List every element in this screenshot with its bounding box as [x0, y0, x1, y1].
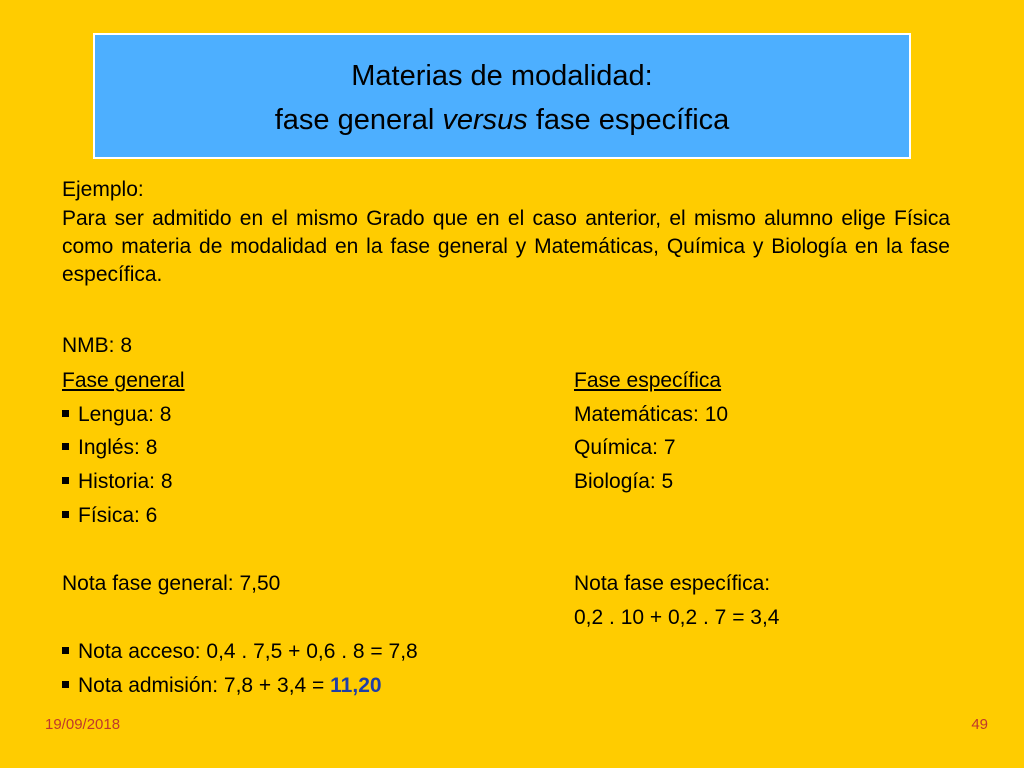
general-subject-item — [62, 467, 173, 497]
nmb-value: NMB: 8 — [62, 334, 133, 357]
specific-phase-heading: Fase específica — [574, 369, 722, 392]
example-label: Ejemplo: — [62, 178, 144, 201]
admission-score-row — [62, 671, 962, 701]
subject-row-1 — [62, 400, 962, 430]
specific-subject-item: Matemáticas: 10 — [574, 403, 729, 426]
subject-row-4 — [62, 501, 962, 531]
general-subject-label: Física: 6 — [78, 504, 158, 527]
example-paragraph: Para ser admitido en el mismo Grado que en el caso anterior, el mismo alumno elige Física como materia de modalidad en la fase general y Matemáticas, Química y Biología en la fase específica. — [62, 207, 950, 286]
general-subject-item — [62, 400, 171, 430]
slide-number: 49 — [971, 716, 988, 733]
specific-formula-row — [62, 603, 962, 633]
access-score-row — [62, 637, 962, 667]
phase-headings-row — [62, 366, 962, 396]
access-score — [62, 637, 418, 667]
square-bullet-icon — [62, 681, 69, 688]
square-bullet-icon — [62, 647, 69, 654]
specific-phase-result: Nota fase específica: — [574, 572, 771, 595]
footer-date: 19/09/2018 — [45, 716, 121, 733]
general-subject-item — [62, 501, 157, 531]
square-bullet-icon — [62, 410, 69, 417]
title-line-2-prefix: fase general — [274, 104, 443, 136]
general-phase-result: Nota fase general: 7,50 — [62, 572, 281, 595]
specific-subject-item: Biología: 5 — [574, 470, 674, 493]
general-subject-label: Historia: 8 — [78, 470, 173, 493]
general-subject-item — [62, 433, 157, 463]
phase-results-row — [62, 569, 962, 599]
general-subject-label: Lengua: 8 — [78, 403, 172, 426]
subject-row-2 — [62, 433, 962, 463]
specific-phase-formula: 0,2 . 10 + 0,2 . 7 = 3,4 — [574, 606, 780, 629]
admission-score — [62, 671, 382, 701]
subject-row-3 — [62, 467, 962, 497]
slide-title-box — [93, 33, 911, 159]
title-line-2-suffix: fase específica — [527, 104, 730, 136]
example-intro — [62, 175, 950, 289]
general-subject-label: Inglés: 8 — [78, 436, 158, 459]
slide-title-line-2 — [95, 98, 909, 142]
admission-score-text: Nota admisión: 7,8 + 3,4 = — [78, 674, 331, 697]
square-bullet-icon — [62, 511, 69, 518]
admission-score-value: 11,20 — [330, 674, 382, 697]
title-line-2-italic: versus — [442, 104, 528, 136]
access-score-text: Nota acceso: 0,4 . 7,5 + 0,6 . 8 = 7,8 — [78, 640, 418, 663]
square-bullet-icon — [62, 477, 69, 484]
square-bullet-icon — [62, 443, 69, 450]
specific-subject-item: Química: 7 — [574, 436, 676, 459]
nmb-row — [62, 331, 962, 361]
general-phase-heading: Fase general — [62, 369, 185, 392]
slide-title-line-1: Materias de modalidad: — [351, 60, 653, 92]
